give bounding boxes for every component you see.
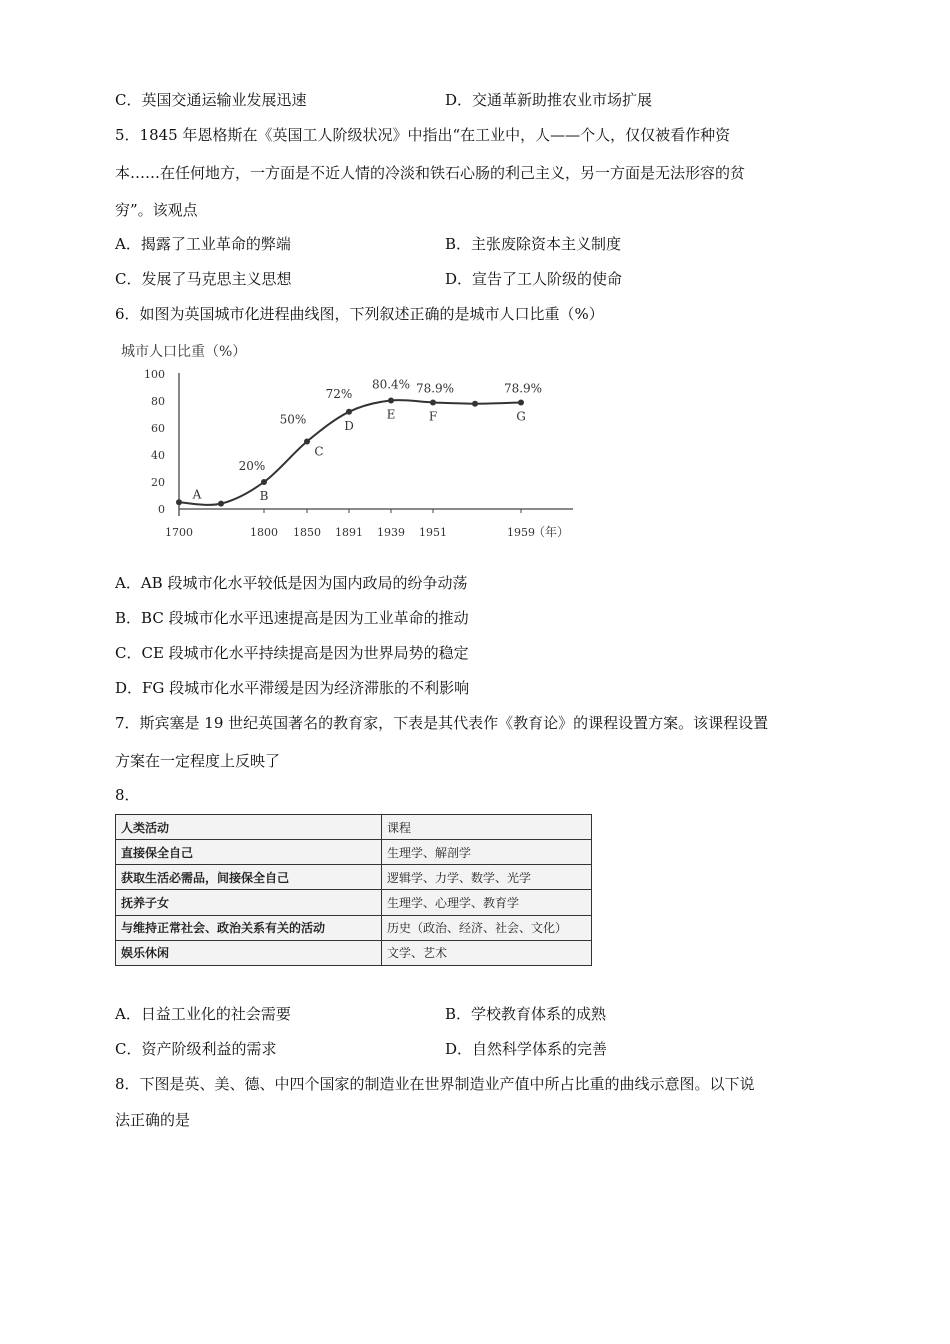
table-cell: 获取生活必需品，间接保全自己 — [116, 865, 382, 890]
q7-option-b: B．学校教育体系的成熟 — [445, 1005, 607, 1023]
chart-point-label: D — [344, 418, 354, 433]
q4-option-c: C．英国交通运输业发展迅速 — [115, 91, 307, 109]
table-cell: 娱乐休闲 — [116, 940, 382, 965]
q8-stem-line-1: 8．下图是英、美、德、中四个国家的制造业在世界制造业产值中所占比重的曲线示意图。以下说 — [115, 1075, 755, 1093]
chart-y-tick-label: 60 — [151, 422, 165, 435]
chart-data-label: 20% — [238, 459, 266, 473]
chart-data-label: 78.9% — [503, 381, 543, 396]
table-header-row — [116, 815, 592, 840]
chart-x-tick-label: 1939 — [377, 526, 405, 539]
q4-option-d: D．交通革新助推农业市场扩展 — [445, 91, 653, 109]
chart-y-tick-label: 80 — [151, 395, 165, 408]
chart-x-axis-unit: （年） — [533, 525, 570, 539]
chart-x-tick-label: 1891 — [335, 526, 363, 539]
chart-point-label: B — [259, 489, 269, 503]
q8-stem-line-2: 法正确的是 — [115, 1111, 191, 1129]
chart-y-tick-label: 0 — [158, 503, 165, 516]
chart-y-tick-label: 40 — [151, 449, 165, 462]
table-row — [116, 890, 592, 915]
table-cell: 文学、艺术 — [382, 940, 592, 965]
chart-point-label: C — [314, 444, 324, 459]
chart-x-tick-label: 1959 — [507, 526, 535, 539]
chart-point — [261, 479, 267, 485]
q7-option-a: A．日益工业化的社会需要 — [115, 1005, 291, 1023]
table-header-cell: 课程 — [382, 815, 592, 840]
q7-option-c: C．资产阶级利益的需求 — [115, 1040, 277, 1058]
q7-stem-line-2: 方案在一定程度上反映了 — [115, 752, 281, 770]
chart-point-label: F — [428, 409, 438, 424]
chart-point — [472, 401, 478, 407]
chart-x-tick-label: 1951 — [419, 526, 447, 539]
urbanization-curve — [179, 400, 521, 505]
q5-stem-line-1: 5．1845 年恩格斯在《英国工人阶级状况》中指出“在工业中，人——个人，仅仅被看作种资 — [115, 126, 731, 144]
q6-option-b: B．BC 段城市化水平迅速提高是因为工业革命的推动 — [115, 609, 469, 627]
table-row — [116, 840, 592, 865]
chart-point-label: G — [516, 409, 526, 424]
chart-point — [304, 439, 310, 445]
table-row — [116, 940, 592, 965]
q7-number-8: 8． — [115, 786, 140, 804]
chart-data-label: 80.4% — [371, 377, 411, 392]
chart-x-tick-label: 1850 — [293, 526, 321, 539]
urbanization-chart-svg — [115, 336, 595, 551]
chart-data-label: 78.9% — [415, 381, 455, 396]
chart-point — [176, 499, 182, 505]
q5-option-b: B．主张废除资本主义制度 — [445, 235, 622, 253]
q5-option-d: D．宣告了工人阶级的使命 — [445, 270, 623, 288]
chart-point — [430, 399, 436, 405]
table-cell: 生理学、心理学、教育学 — [382, 890, 592, 915]
chart-point — [518, 399, 524, 405]
table-cell: 抚养子女 — [116, 890, 382, 915]
table-header-cell: 人类活动 — [116, 815, 382, 840]
q7-option-d: D．自然科学体系的完善 — [445, 1040, 608, 1058]
q5-stem-line-3: 穷”。该观点 — [115, 201, 198, 219]
q6-stem: 6．如图为英国城市化进程曲线图，下列叙述正确的是城市人口比重（%） — [115, 305, 604, 323]
chart-y-axis-title: 城市人口比重（%） — [121, 344, 247, 360]
table-cell: 生理学、解剖学 — [382, 840, 592, 865]
table-row — [116, 865, 592, 890]
chart-data-label: 72% — [325, 386, 353, 401]
q5-option-c: C．发展了马克思主义思想 — [115, 270, 292, 288]
table-row — [116, 915, 592, 940]
chart-point-label: A — [192, 487, 202, 502]
chart-y-tick-label: 100 — [144, 368, 165, 381]
chart-point — [388, 397, 394, 403]
q5-stem-line-2: 本……在任何地方，一方面是不近人情的冷淡和铁石心肠的利己主义，另一方面是无法形容的贫 — [115, 164, 746, 182]
chart-x-tick-label: 1700 — [165, 526, 193, 539]
table-cell: 逻辑学、力学、数学、光学 — [382, 865, 592, 890]
q6-option-d: D．FG 段城市化水平滞缓是因为经济滞胀的不利影响 — [115, 679, 470, 697]
chart-point — [218, 501, 224, 507]
chart-y-tick-label: 20 — [151, 476, 165, 489]
chart-point-label: E — [386, 407, 396, 422]
chart-point — [346, 409, 352, 415]
q5-option-a: A．揭露了工业革命的弊端 — [115, 235, 291, 253]
table-cell: 直接保全自己 — [116, 840, 382, 865]
q6-option-c: C．CE 段城市化水平持续提高是因为世界局势的稳定 — [115, 644, 469, 662]
chart-x-tick-label: 1800 — [250, 526, 278, 539]
q6-option-a: A．AB 段城市化水平较低是因为国内政局的纷争动荡 — [115, 574, 468, 592]
q7-stem-line-1: 7．斯宾塞是 19 世纪英国著名的教育家，下表是其代表作《教育论》的课程设置方案。该课程设置 — [115, 714, 769, 732]
curriculum-table — [115, 814, 592, 966]
urbanization-chart — [115, 336, 595, 551]
chart-data-label: 50% — [279, 412, 307, 427]
table-cell: 与维持正常社会、政治关系有关的活动 — [116, 915, 382, 940]
table-cell: 历史（政治、经济、社会、文化） — [382, 915, 592, 940]
